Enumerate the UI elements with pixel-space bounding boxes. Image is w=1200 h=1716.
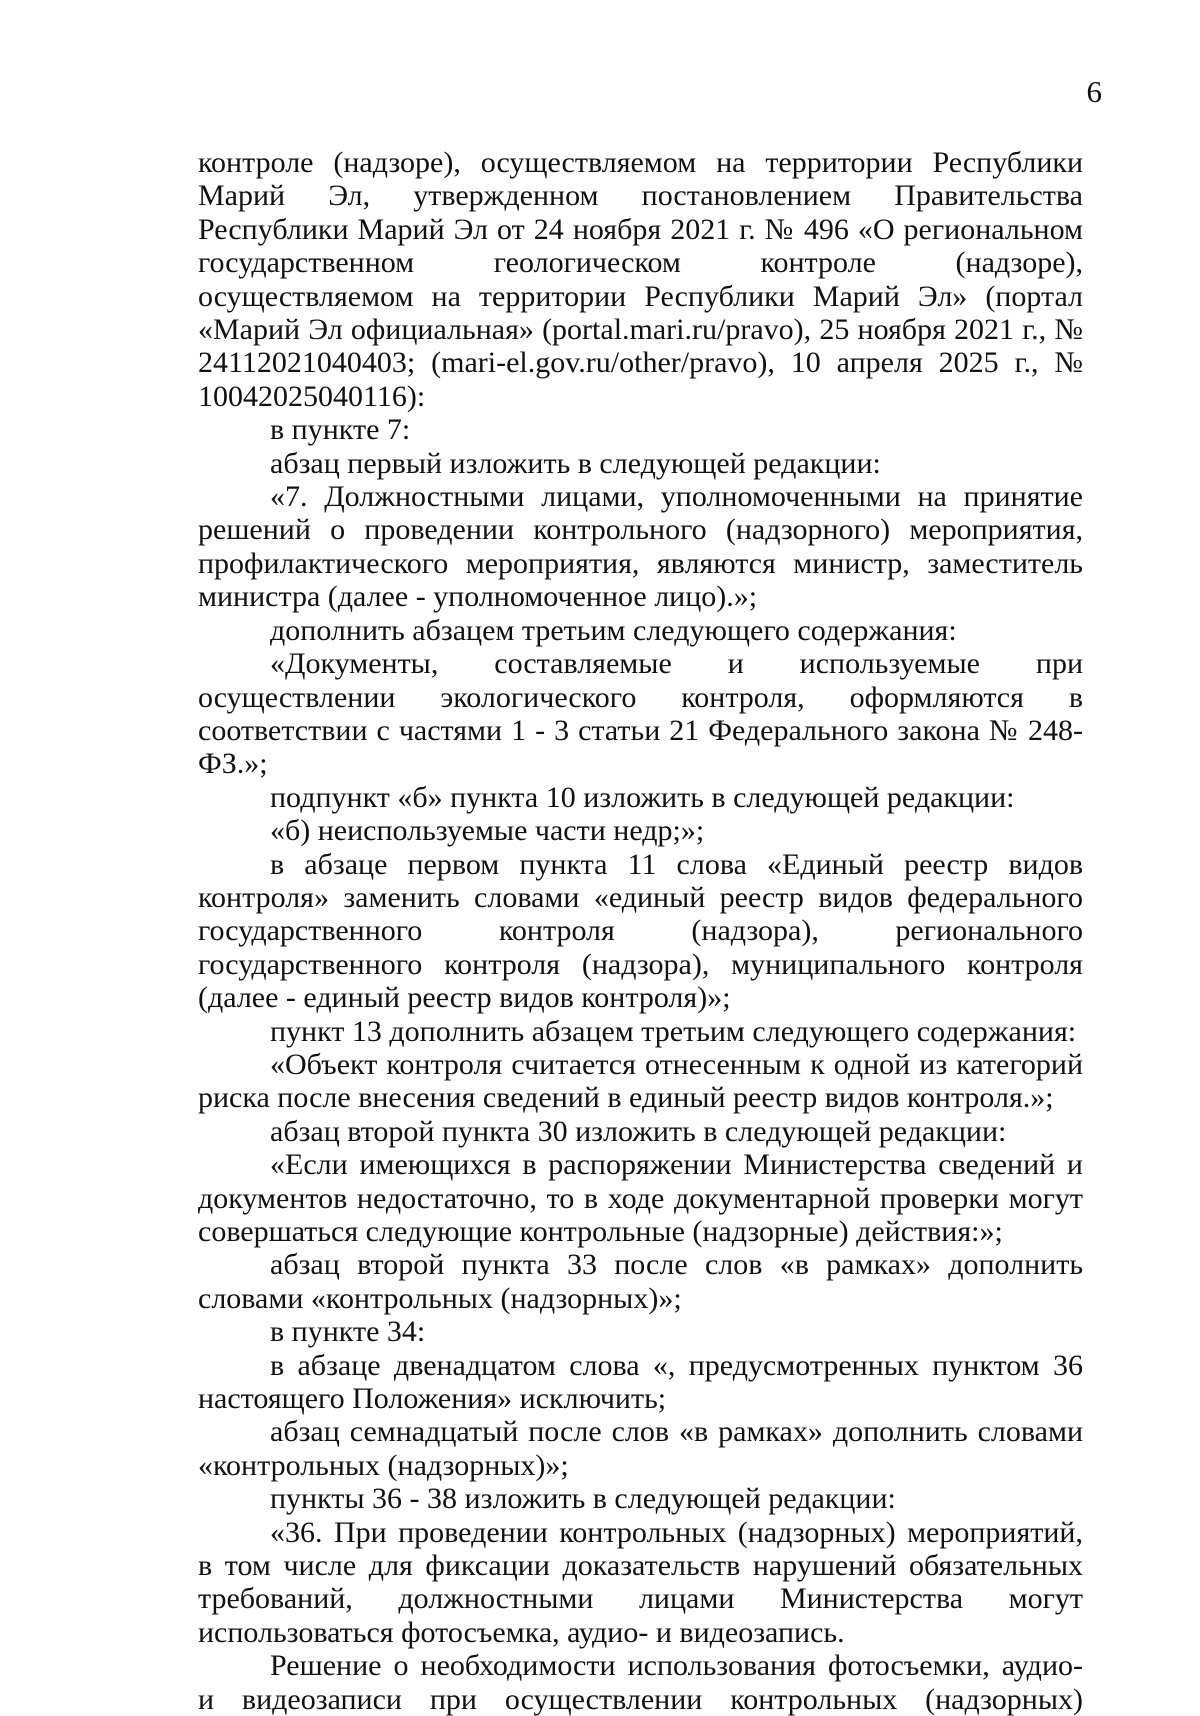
paragraph-item-33: абзац второй пункта 33 после слов «в рамках» дополнить словами «контрольных (надзорных)»; [198, 1248, 1083, 1315]
paragraph-item-34-twelfth-abzac: в абзаце двенадцатом слова «, предусмотренных пунктом 36 настоящего Положения» исключить; [198, 1348, 1083, 1416]
paragraph-item-11: в абзаце первом пункта 11 слова «Единый реестр видов контроля» заменить словами «единый реестр видов федерального государственного контроля (надзора), регионального государственного контроля (надзора), муниципального контроля (далее - единый реестр видов контроля)»; [198, 847, 1083, 1015]
paragraph-amended-regulation: контроле (надзоре), осуществляемом на территории Республики Марий Эл, утвержденном постановлением Правительства Республики Марий Эл от 24 ноября 2021 г. № 496 «О региональном государственном геологическом контроле (надзоре), осуществляемом на территории Республики Марий Эл» (портал «Марий Эл официальная» (portal.mari.ru/pravo), 25 ноября 2021 г., № 24112021040403; (mari-el.gov.ru/other/pravo), 10 апреля 2025 г., № 10042025040116): [198, 146, 1083, 413]
paragraph-item-10-new-text: «б) неиспользуемые части недр;»; [270, 814, 705, 848]
paragraph-item-7-intro: в пункте 7: [270, 413, 411, 447]
paragraph-video-decision: Решение о необходимости использования фотосъемки, аудио- и видеозаписи при осуществлении контрольных (надзорных) [198, 1649, 1083, 1716]
paragraph-item-13-new-text: «Объект контроля считается отнесенным к одной из категорий риска после внесения сведений в единый реестр видов контроля.»; [198, 1047, 1083, 1115]
paragraph-item-30-new-text: «Если имеющихся в распоряжении Министерства сведений и документов недостаточно, то в ходе документарной проверки могут совершаться следующие контрольные (надзорные) действия:»; [198, 1148, 1083, 1248]
paragraph-item-7-add-third-abzac: дополнить абзацем третьим следующего содержания: [270, 613, 957, 647]
paragraph-documents-text: «Документы, составляемые и используемые при осуществлении экологического контроля, оформляются в соответствии с частями 1 - 3 статьи 21 Федерального закона № 248-ФЗ.»; [198, 647, 1083, 781]
paragraph-item-34-intro: в пункте 34: [270, 1315, 426, 1349]
paragraph-item-10-subitem-b: подпункт «б» пункта 10 изложить в следующей редакции: [270, 780, 1015, 814]
paragraph-item-34-seventeenth-abzac: абзац семнадцатый после слов «в рамках» дополнить словами «контрольных (надзорных)»; [198, 1415, 1083, 1482]
paragraph-item-36-new-text: «36. При проведении контрольных (надзорных) мероприятий, в том числе для фиксации доказательств нарушений обязательных требований, должностными лицами Министерства могут использоваться фотосъемка, аудио- и видеозапись. [198, 1515, 1083, 1649]
paragraph-items-36-38: пункты 36 - 38 изложить в следующей редакции: [270, 1482, 896, 1516]
paragraph-item-7-first-abzac: абзац первый изложить в следующей редакции: [270, 446, 881, 480]
document-body [198, 146, 1083, 1716]
paragraph-item-30: абзац второй пункта 30 изложить в следующей редакции: [270, 1114, 1007, 1148]
paragraph-item-13: пункт 13 дополнить абзацем третьим следующего содержания: [270, 1014, 1077, 1048]
paragraph-item-7-new-text: «7. Должностными лицами, уполномоченными на принятие решений о проведении контрольного (надзорного) мероприятия, профилактического мероприятия, являются министр, заместитель министра (далее - уполномоченное лицо).»; [198, 480, 1083, 614]
page-number: 6 [1086, 74, 1102, 109]
